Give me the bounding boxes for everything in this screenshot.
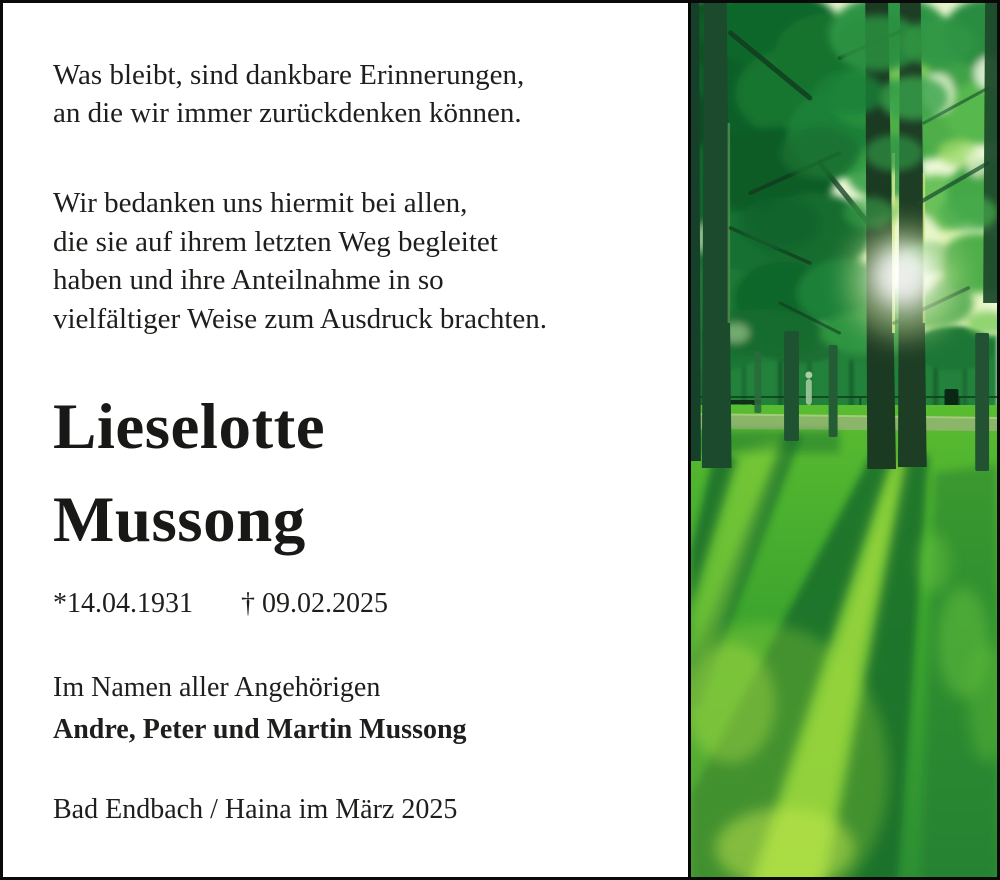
deceased-last-name: Mussong xyxy=(53,484,306,556)
park-photo-illustration xyxy=(691,3,997,877)
thanks-line: die sie auf ihrem letzten Weg begleitet xyxy=(53,225,498,258)
quote-line: an die wir immer zurückdenken können. xyxy=(53,97,522,129)
place-and-date: Bad Endbach / Haina im März 2025 xyxy=(53,794,458,825)
obituary-text-column xyxy=(3,3,688,877)
thanks-line: Wir bedanken uns hiermit bei allen, xyxy=(53,187,468,219)
deceased-first-name: Lieselotte xyxy=(53,391,326,463)
birth-date: *14.04.1931 xyxy=(53,588,193,619)
thanks-line: haben und ihre Anteilnahme in so xyxy=(53,264,444,296)
thanks-paragraph xyxy=(53,184,547,338)
life-dates xyxy=(53,588,388,620)
distant-person xyxy=(805,372,812,379)
thanks-line: vielfältiger Weise zum Ausdruck brachten. xyxy=(53,302,547,335)
family-block xyxy=(53,667,467,751)
trash-bin-silhouette xyxy=(945,389,959,407)
park-sunlight-photo xyxy=(688,3,997,877)
deceased-name xyxy=(53,381,325,567)
sun-glow xyxy=(834,211,973,351)
death-date: † 09.02.2025 xyxy=(241,588,388,619)
quote-line: Was bleibt, sind dankbare Erinnerungen, xyxy=(53,59,525,91)
family-intro: Im Namen aller Angehörigen xyxy=(53,672,381,703)
memorial-quote xyxy=(53,56,524,132)
family-names: Andre, Peter und Martin Mussong xyxy=(53,714,467,745)
